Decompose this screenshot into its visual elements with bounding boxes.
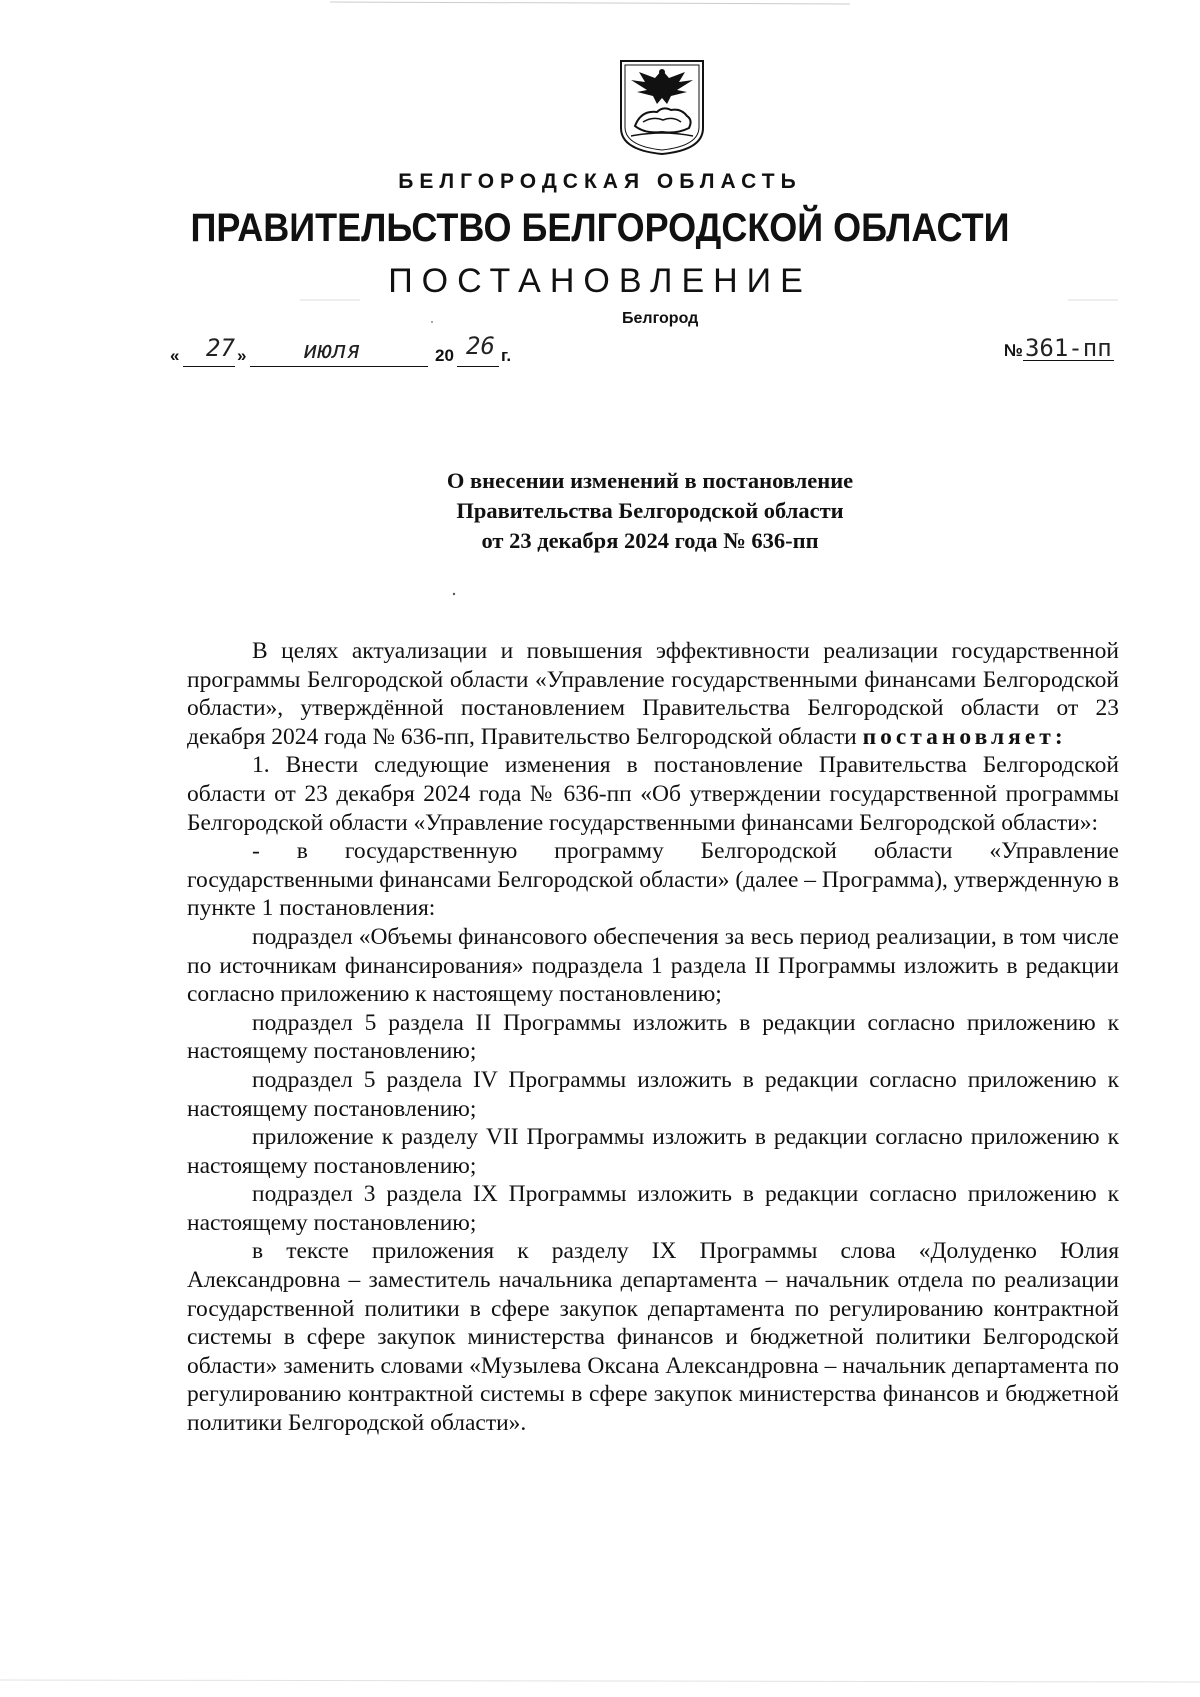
city-label: Белгород: [622, 310, 699, 327]
date-year-suffix: 26: [466, 332, 495, 360]
paragraph-amendment-5: подраздел 3 раздела IX Программы изложить в редакции согласно приложению к настоящему постановлению;: [187, 1181, 1119, 1236]
paragraph-amendment-4: приложение к разделу VII Программы изложить в редакции согласно приложению к настоящему постановлению;: [187, 1124, 1119, 1179]
region-heading: БЕЛГОРОДСКАЯ ОБЛАСТЬ: [398, 170, 802, 193]
date-open-quote: «: [170, 346, 180, 365]
resolves-keyword: постановляет:: [862, 723, 1067, 750]
date-year-abbr: г.: [501, 346, 512, 365]
paragraph-amendment-6: в тексте приложения к разделу IX Программы слова «Долуденко Юлия Александровна – заместитель начальника департамента – начальник отдела по реализации государственной политики в сфере закупок департамента по регулированию контрактной системы в сфере закупок министерства финансов и бюджетной политики Белгородской области» заменить словами «Музылева Оксана Александровна – начальник департамента по регулированию контрактной системы в сфере закупок министерства финансов и бюджетной политики Белгородской области».: [187, 1238, 1119, 1437]
date-close-quote: »: [237, 346, 247, 365]
title-line-1: О внесении изменений в постановление: [446, 468, 854, 493]
date-month: июля: [303, 336, 361, 364]
preamble-text: В целях актуализации и повышения эффективности реализации государственной программы Белгородской области «Управление государственными финансами Белгородской области», утверждённой постановлением Правительства Белгородской области от 23 декабря 2024 года № 636-пп, Правительство Белгородской области: [187, 638, 1119, 750]
title-line-3: от 23 декабря 2024 года № 636-пп: [481, 528, 819, 553]
number-sign: №: [1004, 341, 1023, 360]
government-heading: ПРАВИТЕЛЬСТВО БЕЛГОРОДСКОЙ ОБЛАСТИ: [190, 206, 1010, 250]
title-line-2: Правительства Белгородской области: [456, 498, 844, 523]
paragraph-amendment-1: подраздел «Объемы финансового обеспечения за весь период реализации, в том числе по источникам финансирования» подраздела 1 раздела II Программы изложить в редакции согласно приложению к настоящему постановлению;: [187, 923, 1119, 1008]
document-type-heading: ПОСТАНОВЛЕНИЕ: [388, 262, 812, 300]
paragraph-program-intro: - в государственную программу Белгородской области «Управление государственными финансами Белгородской области» (далее – Программа), утвержденную в пункте 1 постановления:: [187, 838, 1119, 922]
number-value: 361-пп: [1024, 334, 1112, 362]
date-year-prefix: 20: [435, 346, 454, 365]
paragraph-amendment-3: подраздел 5 раздела IV Программы изложить в редакции согласно приложению к настоящему постановлению;: [187, 1066, 1119, 1122]
paragraph-amendment-2: подраздел 5 раздела II Программы изложить в редакции согласно приложению к настоящему постановлению;: [187, 1009, 1119, 1065]
paragraph-item-1: 1. Внести следующие изменения в постановление Правительства Белгородской области от 23 декабря 2024 года № 636-пп «Об утверждении государственной программы Белгородской области «Управление государственными финансами Белгородской области»:: [187, 752, 1119, 836]
date-day: 27: [206, 334, 235, 362]
